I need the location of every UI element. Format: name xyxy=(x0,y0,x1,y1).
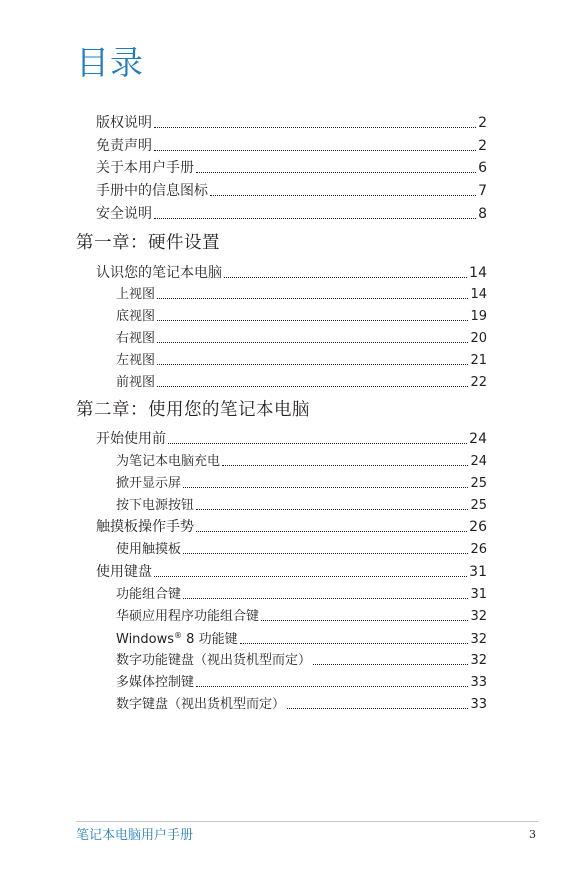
toc-entry-label: 版权说明 xyxy=(96,115,152,131)
dot-leader xyxy=(287,708,468,709)
toc-entry-page: 26 xyxy=(469,519,487,535)
dot-leader xyxy=(154,218,476,219)
toc-entry-page: 24 xyxy=(470,454,487,469)
chapter-2-heading[interactable]: 第二章：使用您的笔记本电脑 xyxy=(76,400,310,420)
toc-entry-about-manual[interactable] xyxy=(96,161,487,175)
dot-leader xyxy=(183,598,468,599)
toc-entry-label: 使用键盘 xyxy=(96,564,152,580)
dot-leader xyxy=(154,127,476,128)
toc-entry-page: 8 xyxy=(478,206,487,222)
toc-entry-info-icons[interactable] xyxy=(96,184,487,198)
footer-manual-title: 笔记本电脑用户手册 xyxy=(76,828,194,843)
toc-entry-use-touchpad[interactable] xyxy=(116,543,487,556)
toc-entry-label: 开始使用前 xyxy=(96,431,166,447)
toc-entry-label: 免责声明 xyxy=(96,138,152,154)
registered-mark: ® xyxy=(174,631,183,640)
toc-entry-page: 31 xyxy=(470,587,487,602)
dot-leader xyxy=(154,150,476,151)
toc-entry-numeric-function-keypad[interactable] xyxy=(116,654,487,667)
dot-leader xyxy=(196,172,476,173)
toc-entry-right-view[interactable] xyxy=(116,332,487,345)
toc-entry-use-keyboard[interactable] xyxy=(96,565,487,579)
toc-entry-bottom-view[interactable] xyxy=(116,310,487,323)
toc-entry-page: 32 xyxy=(470,609,487,624)
dot-leader xyxy=(240,643,469,644)
toc-entry-label: 掀开显示屏 xyxy=(116,476,182,491)
toc-entry-label: 数字功能键盘（视出货机型而定） xyxy=(116,653,312,668)
toc-entry-page: 25 xyxy=(470,476,487,491)
toc-entry-label: 上视图 xyxy=(116,287,156,302)
toc-entry-label: 使用触摸板 xyxy=(116,542,182,557)
toc-entry-page: 33 xyxy=(470,675,487,690)
toc-entry-page: 32 xyxy=(470,653,487,668)
toc-entry-page: 31 xyxy=(469,564,487,580)
toc-entry-page: 2 xyxy=(478,138,487,154)
dot-leader xyxy=(183,553,468,554)
dot-leader xyxy=(157,364,468,365)
toc-entry-numeric-keypad[interactable] xyxy=(116,698,487,711)
dot-leader xyxy=(157,342,468,343)
toc-entry-page: 19 xyxy=(470,309,487,324)
toc-entry-label: 数字键盘（视出货机型而定） xyxy=(116,697,286,712)
toc-entry-page: 33 xyxy=(470,697,487,712)
toc-entry-charge-laptop[interactable] xyxy=(116,455,487,468)
toc-entry-page: 25 xyxy=(470,498,487,513)
toc-entry-label: 触摸板操作手势 xyxy=(96,519,194,535)
dot-leader xyxy=(222,465,468,466)
toc-entry-label-main: Windows xyxy=(116,632,175,647)
toc-entry-page: 14 xyxy=(470,287,487,302)
toc-entry-label: 华硕应用程序功能组合键 xyxy=(116,609,260,624)
toc-entry-copyright[interactable] xyxy=(96,116,487,130)
dot-leader xyxy=(157,298,468,299)
toc-entry-media-keys[interactable] xyxy=(116,676,487,689)
toc-entry-label xyxy=(116,632,238,646)
toc-entry-know-laptop[interactable] xyxy=(96,266,487,280)
toc-entry-power-button[interactable] xyxy=(116,499,487,512)
dot-leader xyxy=(210,195,476,196)
toc-entry-safety[interactable] xyxy=(96,207,487,221)
toc-entry-label: 按下电源按钮 xyxy=(116,498,195,513)
toc-entry-label: 功能组合键 xyxy=(116,587,182,602)
dot-leader xyxy=(313,664,468,665)
toc-entry-page: 14 xyxy=(469,265,487,281)
toc-entry-label: 手册中的信息图标 xyxy=(96,183,208,199)
toc-entry-label: 左视图 xyxy=(116,353,156,368)
dot-leader xyxy=(183,487,468,488)
dot-leader xyxy=(196,686,468,687)
toc-entry-left-view[interactable] xyxy=(116,354,487,367)
toc-entry-asus-app-hotkeys[interactable] xyxy=(116,610,487,623)
toc-entry-label: 认识您的笔记本电脑 xyxy=(96,265,222,281)
footer-divider xyxy=(76,821,538,822)
toc-entry-label: 为笔记本电脑充电 xyxy=(116,454,221,469)
toc-entry-hotkeys[interactable] xyxy=(116,588,487,601)
toc-entry-page: 20 xyxy=(470,331,487,346)
dot-leader xyxy=(157,320,468,321)
toc-entry-label-suffix: 8 功能键 xyxy=(182,632,238,647)
page-number: 3 xyxy=(529,828,536,841)
dot-leader xyxy=(196,509,468,510)
toc-entry-page: 21 xyxy=(470,353,487,368)
dot-leader xyxy=(224,277,467,278)
toc-entry-page: 22 xyxy=(470,375,487,390)
dot-leader xyxy=(261,620,468,621)
toc-entry-label: 前视图 xyxy=(116,375,156,390)
dot-leader xyxy=(154,576,467,577)
chapter-1-heading[interactable]: 第一章：硬件设置 xyxy=(76,233,220,253)
dot-leader xyxy=(168,443,467,444)
toc-entry-getting-started[interactable] xyxy=(96,432,487,446)
toc-title: 目录 xyxy=(76,43,144,82)
toc-entry-page: 24 xyxy=(469,431,487,447)
toc-entry-label: 多媒体控制键 xyxy=(116,675,195,690)
toc-entry-label: 右视图 xyxy=(116,331,156,346)
toc-entry-front-view[interactable] xyxy=(116,376,487,389)
toc-entry-open-display[interactable] xyxy=(116,477,487,490)
toc-entry-disclaimer[interactable] xyxy=(96,139,487,153)
toc-entry-touchpad-gestures[interactable] xyxy=(96,520,487,534)
toc-entry-label: 关于本用户手册 xyxy=(96,160,194,176)
toc-entry-page: 7 xyxy=(478,183,487,199)
toc-entry-top-view[interactable] xyxy=(116,288,487,301)
toc-entry-page: 2 xyxy=(478,115,487,131)
dot-leader xyxy=(196,531,467,532)
toc-entry-label: 底视图 xyxy=(116,309,156,324)
toc-entry-page: 6 xyxy=(478,160,487,176)
toc-entry-windows8-keys[interactable] xyxy=(116,632,487,646)
toc-entry-page: 26 xyxy=(470,542,487,557)
dot-leader xyxy=(157,386,468,387)
toc-entry-label: 安全说明 xyxy=(96,206,152,222)
toc-entry-page: 32 xyxy=(470,632,487,647)
